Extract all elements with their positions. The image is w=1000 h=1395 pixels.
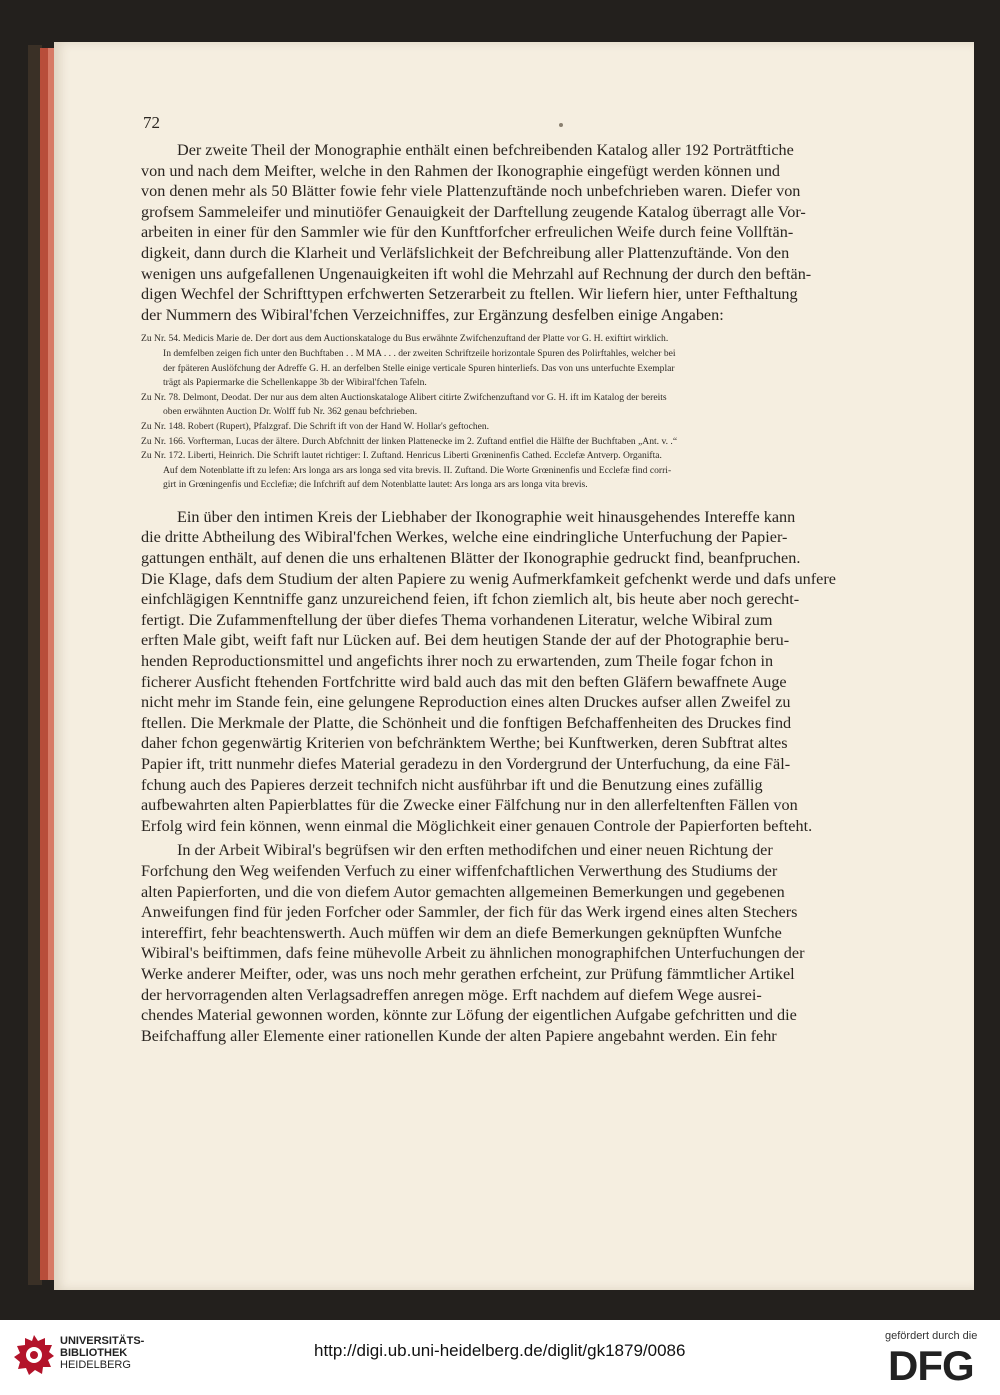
text-line: der hervorragenden alten Verlagsadreffen anregen möge. Erft nachdem auf diefem Wege ausrei- <box>141 985 762 1004</box>
text-line: wenigen uns aufgefallenen Ungenauigkeiten ift wohl die Mehrzahl auf Rechnung der durch den beftän- <box>141 264 812 283</box>
page-mark <box>559 123 563 127</box>
note-line: oben erwähnten Auction Dr. Wolff fub Nr. 362 genau befchrieben. <box>163 406 418 418</box>
text-line: chendes Material gewonnen worden, könnte zur Löfung der eigentlichen Aufgabe gefchritten und die <box>141 1006 797 1025</box>
institution-line-2: BIBLIOTHEK <box>60 1347 128 1359</box>
text-line: aufbewahrten alten Papierblattes für die Zwecke einer Fälfchung nur in den allerfeltenften Fällen von <box>141 796 798 815</box>
paragraph-2 <box>141 507 851 837</box>
text-line: daher fchon gegenwärtig Kriterien von befchränktem Werthe; bei Kunftwerken, deren Subftrat altes <box>141 734 788 753</box>
note-line: Zu Nr. 148. Robert (Rupert), Pfalzgraf. Die Schrift ift von der Hand W. Hollar's geftochen. <box>141 420 490 432</box>
text-line: ficherer Ausficht ftehenden Fortfchritte wird bald auch das mit den beften Gläfern bewaffnete Auge <box>141 672 787 691</box>
dfg-logo: DFG <box>888 1342 974 1389</box>
paragraph-3 <box>141 840 851 1046</box>
text-line: Der zweite Theil der Monographie enthält einen befchreibenden Katalog aller 192 Porträtftiche <box>177 141 794 159</box>
text-line: alten Papierforten, und die von diefem Autor gemachten allgemeinen Bemerkungen und gegebenen <box>141 882 785 901</box>
funded-by-label: gefördert durch die <box>885 1330 978 1342</box>
text-line: grofsem Sammeleifer und minutiöfer Genauigkeit der Darftellung zeugende Katalog überragt alle Vor- <box>141 202 806 221</box>
text-line: die dritte Abtheilung des Wibiral'fchen Werkes, welche eine eindringliche Unterfuchung der Papier- <box>141 528 788 547</box>
text-line: ftellen. Die Merkmale der Platte, die Schönheit und die fonftigen Befchaffenheiten des Druckes find <box>141 713 792 732</box>
text-line: Erfolg wird fein können, wenn einmal die Möglichkeit einer genauen Controle der Papierforten befteht. <box>141 816 813 835</box>
text-line: der Nummern des Wibiral'fchen Verzeichniffes, zur Ergänzung desfelben einige Angaben: <box>141 305 724 324</box>
text-line: digkeit, dann durch die Klarheit und Verläfslichkeit der Befchreibung aller Plattenzuftände. Von den <box>141 243 790 262</box>
text-line: erften Male gibt, weift faft nur Lücken auf. Bei dem heutigen Stande der auf der Photographie beru- <box>141 631 790 650</box>
red-page-edge <box>40 48 48 1280</box>
note-line: girt in Grœningenfis und Ecclefiæ; die Infchrift auf dem Notenblatte lautet: Ars longa ars ars longa vita brevis. <box>163 479 588 491</box>
text-line: In der Arbeit Wibiral's begrüfsen wir den erften methodifchen und einer neuen Richtung der <box>177 841 773 860</box>
catalog-note <box>141 435 851 450</box>
note-line: Auf dem Notenblatte ift zu lefen: Ars longa ars ars longa sed vita brevis. II. Zuftand. Die Worte Grœninenfis und Ecclefæ find corri- <box>163 464 672 476</box>
text-line: fertigt. Die Zufammenftellung der über diefes Thema vorhandenen Literatur, welche Wibiral zum <box>141 610 773 629</box>
text-line: intereffirt, fehr beachtenswerth. Auch müffen wir dem an diefe Bemerkungen geknüpften Wunfche <box>141 923 782 942</box>
text-line: von und nach dem Meifter, welche in den Rahmen der Ikonographie eingefügt werden können und <box>141 161 781 180</box>
catalog-note <box>141 332 851 390</box>
text-line: fchung auch des Papieres derzeit technifch nicht ausführbar ift und die Benutzung eines zufällig <box>141 775 763 794</box>
catalog-notes <box>141 332 851 493</box>
text-line: Die Klage, dafs dem Studium der alten Papiere zu wenig Aufmerkfamkeit gefchenkt werde und dafs unfere <box>141 569 836 588</box>
page-text <box>141 140 851 1046</box>
text-line: Werke anderer Meifter, oder, was uns noch mehr gerathen erfcheint, zur Prüfung fämmtlicher Artikel <box>141 964 795 983</box>
note-line: Zu Nr. 172. Liberti, Heinrich. Die Schrift lautet richtiger: I. Zuftand. Henricus Liberti Grœninenfis Cathed. Ecclefæ Antverp. Organifta. <box>141 450 662 462</box>
catalog-note <box>141 391 851 420</box>
note-line: In demfelben zeigen fich unter den Buchftaben . . M MA . . . der zweiten Schriftzeile horizontale Spuren des Polirftahles, welcher bei <box>163 347 676 359</box>
university-seal-icon <box>12 1333 56 1377</box>
page-number: 72 <box>143 113 160 132</box>
text-line: nicht mehr im Stande fein, eine gelungene Reproduction eines alten Druckes aufser allen Zweifel zu <box>141 693 791 712</box>
paragraph-1 <box>141 140 851 325</box>
text-line: Papier ift, tritt nunmehr diefes Material geradezu in den Vordergrund der Unterfuchung, da eine Fäl- <box>141 755 791 773</box>
text-line: arbeiten in einer für den Sammler wie für den Kunftforfcher erfreulichen Weife durch feine Vollftän- <box>141 223 794 242</box>
institution-line-3: HEIDELBERG <box>60 1359 131 1371</box>
text-line: digen Wechfel der Schrifttypen erfchwerten Setzerarbeit zu ftellen. Wir liefern hier, unter Fefthaltung <box>141 285 798 304</box>
footer-bar <box>0 1320 1000 1395</box>
text-line: henden Reproductionsmittel und angefichts ihrer noch zu erwartenden, zum Theile fogar fchon in <box>141 652 774 671</box>
source-url-link[interactable]: http://digi.ub.uni-heidelberg.de/diglit/gk1879/0086 <box>314 1341 686 1360</box>
note-line: der fpäteren Auslöfchung der Adreffe G. H. an derfelben Stelle einige verticale Spuren hinterliefs. Das von uns unterfuchte Exemplar <box>163 362 675 374</box>
institution-line-1: UNIVERSITÄTS- <box>60 1335 145 1347</box>
text-line: gattungen enthält, auf denen die uns erhaltenen Blätter der Ikonographie gedruckt find, beanfpruchen. <box>141 549 801 568</box>
note-line: trägt als Papiermarke die Schellenkappe 3b der Wibiral'fchen Tafeln. <box>163 377 427 389</box>
note-line: Zu Nr. 78. Delmont, Deodat. Der nur aus dem alten Auctionskataloge Alibert citirte Zwifchenzuftand vor G. H. ift im Katalog der bereits <box>141 391 667 403</box>
note-line: Zu Nr. 54. Medicis Marie de. Der dort aus dem Auctionskataloge du Bus erwähnte Zwifchenzuftand der Platte vor G. H. exiftirt wirklich. <box>141 333 669 345</box>
text-line: von denen mehr als 50 Blätter fowie fehr viele Plattenzuftände noch unbefchrieben waren. Diefer von <box>141 182 801 201</box>
text-line: einfchlägigen Kenntniffe ganz unzureichend feien, ift fchon ziemlich alt, bis heute aber noch gerecht- <box>141 590 800 609</box>
catalog-note <box>141 449 851 493</box>
text-line: Beifchaffung aller Elemente einer rationellen Kunde der alten Papiere angebahnt werden. Ein fehr <box>141 1026 777 1045</box>
text-line: Wibiral's beiftimmen, dafs feine mühevolle Arbeit zu ähnlichen monographifchen Unterfuchungen der <box>141 944 805 963</box>
catalog-note <box>141 420 851 435</box>
note-line: Zu Nr. 166. Vorfterman, Lucas der ältere. Durch Abfchnitt der linken Plattenecke im 2. Zuftand entfiel die Hälfte der Buchftaben „Ant. v. .“ <box>141 435 678 447</box>
university-library-name <box>60 1335 144 1371</box>
text-line: Anweifungen find für jeden Forfcher oder Sammler, der fich für das Werk irgend eines alten Stechers <box>141 903 798 922</box>
text-line: Forfchung den Weg weifenden Verfuch zu einer wiffenfchaftlichen Verwerthung des Studiums der <box>141 861 778 880</box>
text-line: Ein über den intimen Kreis der Liebhaber der Ikonographie weit hinausgehendes Intereffe kann <box>177 507 796 526</box>
